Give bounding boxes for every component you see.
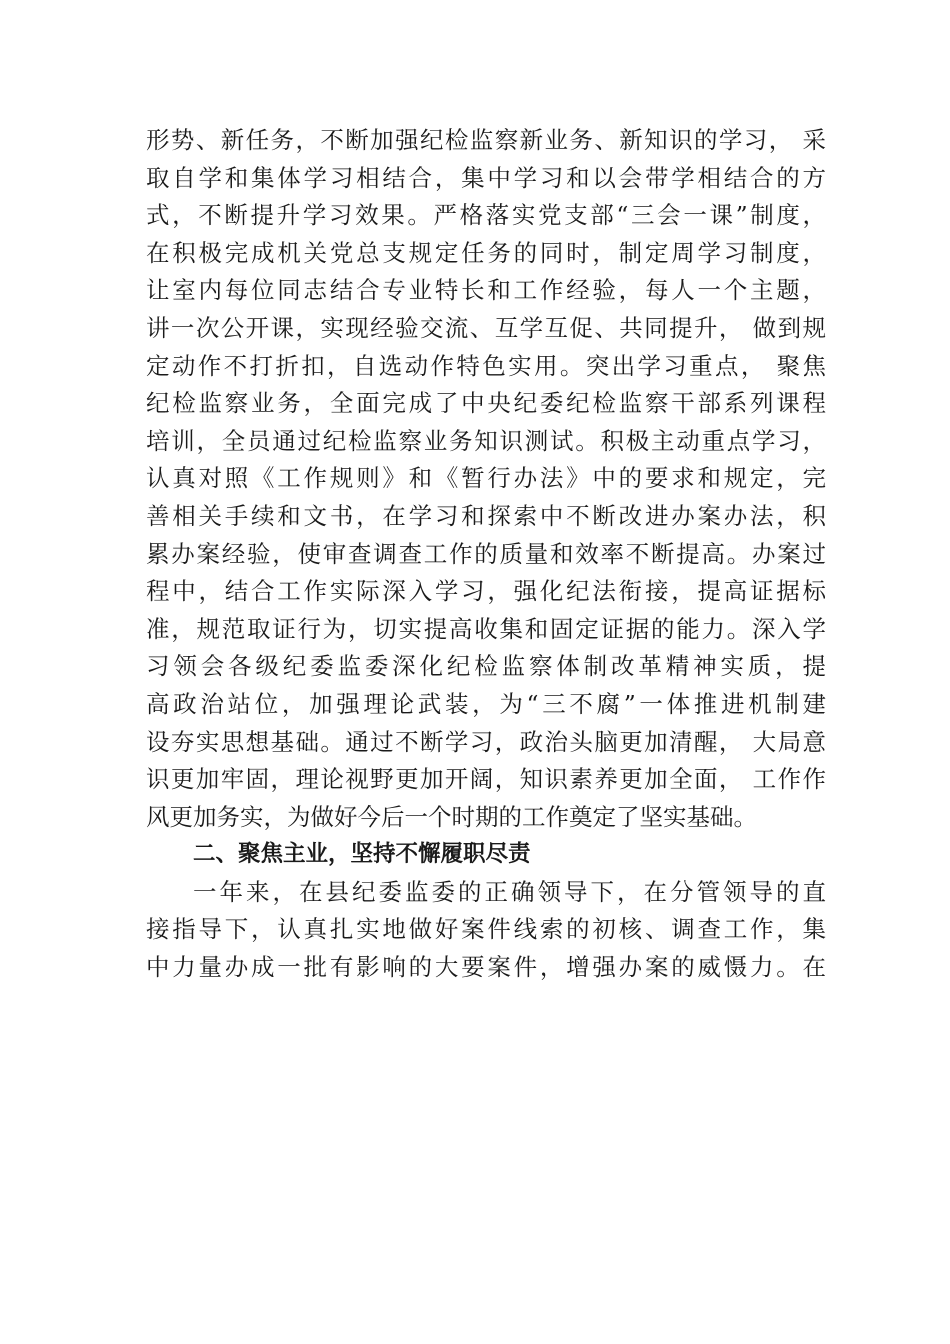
paragraph-line: 纪检监察业务，全面完成了中央纪委纪检监察干部系列课程 xyxy=(146,389,826,418)
paragraph-line: 接指导下，认真扎实地做好案件线索的初核、调查工作，集 xyxy=(146,915,826,944)
paragraph-line: 善相关手续和文书，在学习和探索中不断改进办案办法，积 xyxy=(146,501,826,530)
paragraph-line: 高政治站位，加强理论武装，为“三不腐”一体推进机制建 xyxy=(146,689,826,718)
paragraph-line: 让室内每位同志结合专业特长和工作经验，每人一个主题， xyxy=(146,276,826,305)
paragraph-line: 习领会各级纪委监委深化纪检监察体制改革精神实质，提 xyxy=(146,652,826,681)
paragraph-line: 培训，全员通过纪检监察业务知识测试。积极主动重点学习， xyxy=(146,426,826,455)
paragraph-line: 识更加牢固，理论视野更加开阔，知识素养更加全面， 工作作 xyxy=(146,765,826,794)
paragraph-line: 取自学和集体学习相结合，集中学习和以会带学相结合的方 xyxy=(146,163,826,192)
paragraph-line: 认真对照《工作规则》和《暂行办法》中的要求和规定，完 xyxy=(146,464,826,493)
paragraph-line: 定动作不打折扣，自选动作特色实用。突出学习重点， 聚焦 xyxy=(146,351,826,380)
paragraph-line: 式，不断提升学习效果。严格落实党支部“三会一课”制度， xyxy=(146,201,826,230)
paragraph-line: 程中，结合工作实际深入学习，强化纪法衔接，提高证据标 xyxy=(146,577,826,606)
paragraph-line: 累办案经验，使审查调查工作的质量和效率不断提高。办案过 xyxy=(146,539,826,568)
paragraph-line: 在积极完成机关党总支规定任务的同时，制定周学习制度， xyxy=(146,238,826,267)
paragraph-line: 风更加务实，为做好今后一个时期的工作奠定了坚实基础。 xyxy=(146,802,757,831)
paragraph-line: 设夯实思想基础。通过不断学习，政治头脑更加清醒， 大局意 xyxy=(146,727,826,756)
paragraph-line: 讲一次公开课，实现经验交流、互学互促、共同提升， 做到规 xyxy=(146,313,826,342)
paragraph-line: 形势、新任务，不断加强纪检监察新业务、新知识的学习， 采 xyxy=(146,126,826,154)
body-text xyxy=(146,122,826,987)
section-heading: 二、聚焦主业，坚持不懈履职尽责 xyxy=(193,841,531,868)
paragraph-line: 准，规范取证行为，切实提高收集和固定证据的能力。深入学 xyxy=(146,614,826,643)
paragraph-line: 中力量办成一批有影响的大要案件，增强办案的威慑力。在 xyxy=(146,953,826,982)
paragraph-line: 一年来，在县纪委监委的正确领导下，在分管领导的直 xyxy=(193,877,826,906)
